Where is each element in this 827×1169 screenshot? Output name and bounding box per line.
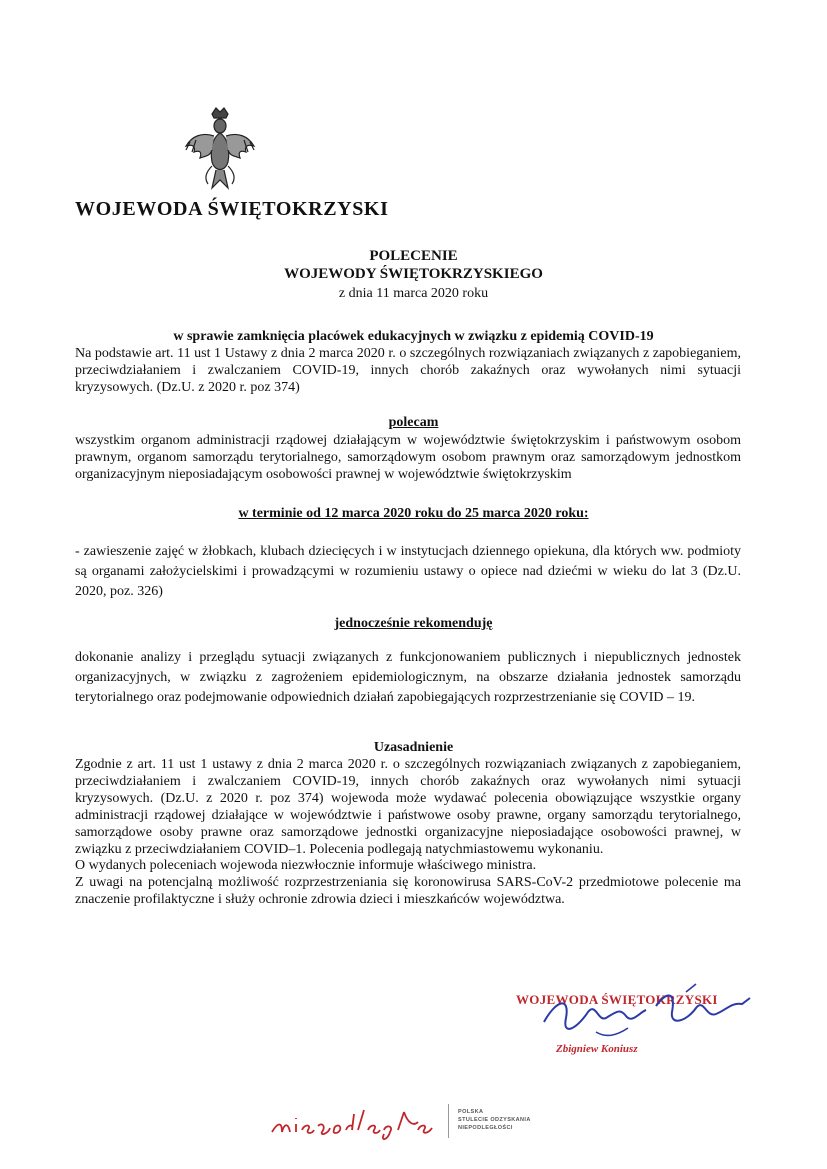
footer-divider bbox=[448, 1104, 449, 1138]
justification-paragraph-2: O wydanych poleceniach wojewoda niezwłocznie informuje właściwego ministra. bbox=[75, 858, 537, 874]
centenary-line-2: STULECIE ODZYSKANIA bbox=[458, 1117, 531, 1123]
signature-stamp-title: WOJEWODA ŚWIĘTOKRZYSKI bbox=[516, 992, 718, 1007]
centenary-label bbox=[458, 1108, 531, 1132]
legal-basis-paragraph: Na podstawie art. 11 ust 1 Ustawy z dnia 2 marca 2020 r. o szczególnych rozwiązaniach związanych z zapobieganiem, przeciwdziałaniem i zwalczaniem COVID-19, innych chorób zakaźnych oraz wywołanych nimi sytuacji kryzysowych. (Dz.U. z 2020 r. poz 374) bbox=[75, 346, 741, 395]
justification-body bbox=[75, 757, 741, 909]
subject-line: w sprawie zamknięcia placówek edukacyjnych w związku z epidemią COVID-19 bbox=[173, 329, 654, 344]
justification-heading: Uzasadnienie bbox=[373, 740, 454, 755]
suspension-paragraph: - zawieszenie zajęć w żłobkach, klubach dziecięcych i w instytucjach dziennego opiekuna, dla których ww. podmioty są organami założycielskimi i prowadzącymi w rozumieniu ustawy o opiece nad dziećmi w wieku do lat 3 (Dz.U. 2020, poz. 326) bbox=[75, 544, 741, 599]
justification-paragraph-1: Zgodnie z art. 11 ust 1 ustawy z dnia 2 marca 2020 r. o szczególnych rozwiązaniach związanych z zapobieganiem, przeciwdziałaniem i zwalczaniem COVID-19, innych chorób zakaźnych oraz wywołanych nimi sytuacji kryzysowych. (Dz.U. z 2020 r. poz 374) wojewoda może wydawać polecenia obowiązujące wszystkie organy administracji rządowej działające w województwie i państwowe osoby prawne, organy samorządu terytorialnego, samorządowe osoby prawne oraz samorządowe jednostki organizacyjne nieposiadające osobowości prawnej, w związku z przeciwdziałaniem COVID–1. Polecenia podlegają natychmiastowemu wykonaniu. bbox=[75, 757, 741, 857]
term-heading: w terminie od 12 marca 2020 roku do 25 marca 2020 roku: bbox=[238, 506, 589, 521]
signatory-name: Zbigniew Koniusz bbox=[556, 1043, 638, 1055]
document-type: POLECENIE bbox=[369, 248, 458, 264]
analysis-paragraph: dokonanie analizy i przeglądu sytuacji związanych z funkcjonowaniem publicznych i niepublicznych jednostek organizacyjnych, w związku z zagrożeniem epidemiologicznym, na obszarze działania jednostek samorządu terytorialnego oraz podejmowanie odpowiednich działań zapobiegających rozprzestrzenianie się COVID – 19. bbox=[75, 650, 741, 705]
centenary-line-3: NIEPODLEGŁOŚCI bbox=[458, 1125, 513, 1131]
eagle-emblem-icon bbox=[182, 106, 258, 192]
centenary-line-1: POLSKA bbox=[458, 1109, 484, 1115]
recipients-paragraph: wszystkim organom administracji rządowej działającym w województwie świętokrzyskim i państwowym osobom prawnym, organom samorządu terytorialnego, samorządowym osobom prawnym oraz samorządowym jednostkom organizacyjnym nieposiadającym osobowości prawnej w województwie świętokrzyskim bbox=[75, 433, 741, 482]
justification-paragraph-3: Z uwagi na potencjalną możliwość rozprzestrzeniania się koronowirusa SARS-CoV-2 przedmiotowe polecenie ma znaczenie profilaktyczne i służy ochronie zdrowia dzieci i mieszkańców województwa. bbox=[75, 875, 741, 908]
handwritten-signature-icon bbox=[536, 982, 756, 1052]
issuing-authority: WOJEWODA ŚWIĘTOKRZYSKI bbox=[75, 198, 389, 220]
order-heading: polecam bbox=[388, 415, 439, 430]
niepodlegla-logo-icon bbox=[268, 1104, 448, 1144]
issuer-genitive: WOJEWODY ŚWIĘTOKRZYSKIEGO bbox=[284, 266, 543, 282]
recommendation-heading: jednocześnie rekomenduję bbox=[334, 616, 493, 631]
issue-date: z dnia 11 marca 2020 roku bbox=[338, 286, 489, 301]
